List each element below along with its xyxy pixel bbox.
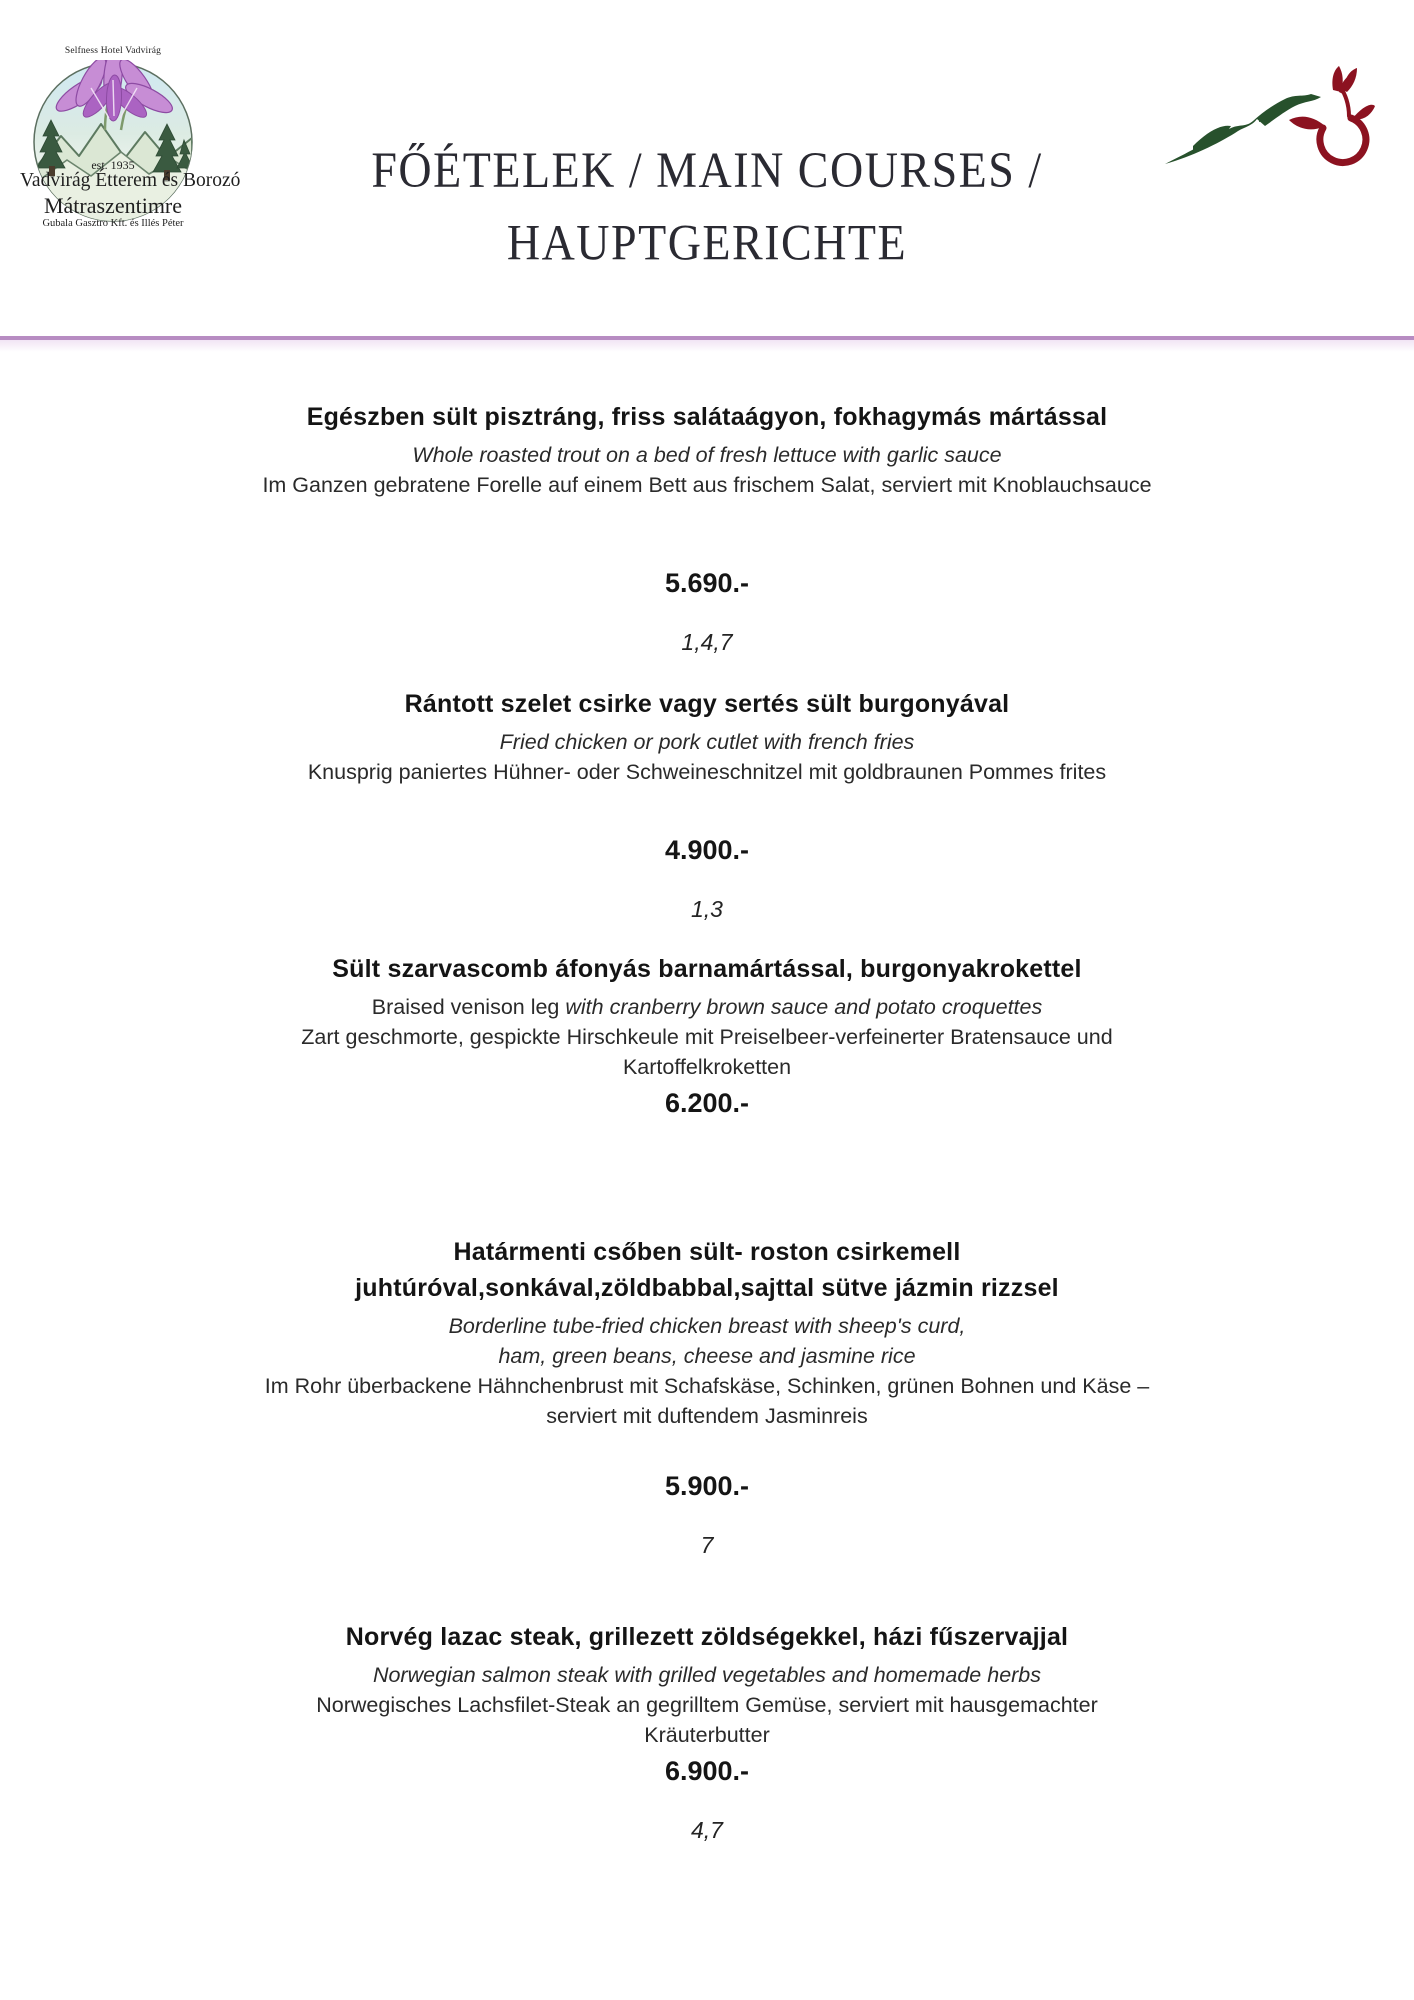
- logo-restaurant-name: Vadvirág Étterem és Borozó: [20, 170, 241, 191]
- dish-name-line: Sült szarvascomb áfonyás barnamártással, burgonyakrokettel: [332, 955, 1082, 983]
- dish-desc-en-line: [0, 1660, 1414, 1690]
- dish-price: 5.690.-: [664, 568, 750, 598]
- dish-allergens: 7: [700, 1532, 714, 1558]
- desc-segment-italic: ham, green beans, cheese and jasmine rice: [498, 1344, 916, 1368]
- desc-segment-italic: Norwegian salmon steak with grilled vegetables and homemade herbs: [372, 1663, 1042, 1687]
- dish-desc-de-line: Im Rohr überbackene Hähnchenbrust mit Schafskäse, Schinken, grünen Bohnen und Käse –: [264, 1374, 1150, 1398]
- dish-allergens: 1,3: [691, 896, 723, 922]
- logo-hotel-name: Selfness Hotel Vadvirág: [64, 46, 162, 56]
- dish-allergens: 1,4,7: [681, 629, 733, 655]
- dish-desc-de: [0, 1022, 1414, 1082]
- menu-items: [0, 399, 1414, 1846]
- dish-desc-en-line: [0, 727, 1414, 757]
- dish-desc-en-line: [0, 1311, 1414, 1341]
- menu-item: [0, 399, 1414, 658]
- dish-desc-en: [0, 727, 1414, 757]
- dish-name-hu: [0, 1234, 1414, 1306]
- dish-desc-en: [0, 992, 1414, 1022]
- dish-name-line: Rántott szelet csirke vagy sertés sült burgonyával: [404, 690, 1010, 718]
- dish-name-line: juhtúróval,sonkával,zöldbabbal,sajttal sütve jázmin rizzsel: [355, 1274, 1059, 1302]
- dish-desc-en: [0, 440, 1414, 470]
- page-title-line-1: FŐÉTELEK / MAIN COURSES /: [371, 141, 1043, 198]
- desc-segment-italic: with cranberry brown sauce and potato croquettes: [565, 995, 1043, 1019]
- dish-desc-de-line: Norwegisches Lachsfilet-Steak an gegrilltem Gemüse, serviert mit hausgemachter: [316, 1693, 1098, 1717]
- menu-item: [0, 1234, 1414, 1561]
- dish-price: 4.900.-: [664, 835, 750, 865]
- desc-segment-italic: Whole roasted trout on a bed of fresh lettuce with garlic sauce: [412, 443, 1002, 467]
- mountain-flower-logo-icon: [1163, 66, 1375, 180]
- dish-desc-de-line: serviert mit duftendem Jasminreis: [546, 1404, 868, 1428]
- dish-desc-en-line: [0, 1341, 1414, 1371]
- desc-segment-italic: Borderline tube-fried chicken breast with sheep's curd,: [448, 1314, 966, 1338]
- dish-name-line: Határmenti csőben sült- roston csirkemell: [453, 1238, 961, 1266]
- dish-desc-de-line: Knusprig paniertes Hühner- oder Schweineschnitzel mit goldbraunen Pommes frites: [307, 760, 1107, 784]
- dish-name-line: Egészben sült pisztráng, friss salátaágyon, fokhagymás mártással: [306, 403, 1108, 431]
- desc-segment: Braised venison leg: [371, 995, 566, 1019]
- logo-est-text: est. 1935: [91, 158, 135, 172]
- dish-desc-de: [0, 1371, 1414, 1431]
- dish-name-hu: [0, 686, 1414, 722]
- page-title-line-2: HAUPTGERICHTE: [506, 214, 908, 271]
- page-header: [0, 0, 1414, 340]
- dish-name-hu: [0, 1619, 1414, 1655]
- dish-name-hu: [0, 951, 1414, 987]
- dish-price: 5.900.-: [664, 1471, 750, 1501]
- dish-desc-en: [0, 1311, 1414, 1371]
- dish-name-hu: [0, 399, 1414, 435]
- menu-item: [0, 686, 1414, 925]
- dish-price: 6.200.-: [664, 1088, 750, 1118]
- dish-desc-de-line: Kartoffelkroketten: [622, 1055, 792, 1079]
- dish-price: 6.900.-: [664, 1756, 750, 1786]
- logo-town-name: Mátraszentimre: [43, 193, 183, 218]
- dish-allergens: 4,7: [691, 1817, 723, 1843]
- dish-desc-de-line: Zart geschmorte, gespickte Hirschkeule mit Preiselbeer-verfeinerter Bratensauce und: [301, 1025, 1113, 1049]
- dish-desc-de: [0, 757, 1414, 787]
- divider-fade: [0, 340, 1414, 352]
- dish-desc-de: [0, 470, 1414, 500]
- dish-desc-en: [0, 1660, 1414, 1690]
- desc-segment-italic: Fried chicken or pork cutlet with french fries: [499, 730, 915, 754]
- dish-desc-de-line: Kräuterbutter: [644, 1723, 770, 1747]
- dish-desc-de-line: Im Ganzen gebratene Forelle auf einem Bett aus frischem Salat, serviert mit Knoblauchsauce: [262, 473, 1152, 497]
- menu-item: [0, 1619, 1414, 1846]
- dish-name-line: Norvég lazac steak, grillezett zöldségekkel, házi fűszervajjal: [345, 1623, 1069, 1651]
- dish-desc-en-line: [0, 992, 1414, 1022]
- logo-owner-text: Gubala Gasztro Kft. és Illés Péter: [42, 218, 184, 229]
- dish-desc-en-line: [0, 440, 1414, 470]
- menu-item: [0, 951, 1414, 1122]
- dish-desc-de: [0, 1690, 1414, 1750]
